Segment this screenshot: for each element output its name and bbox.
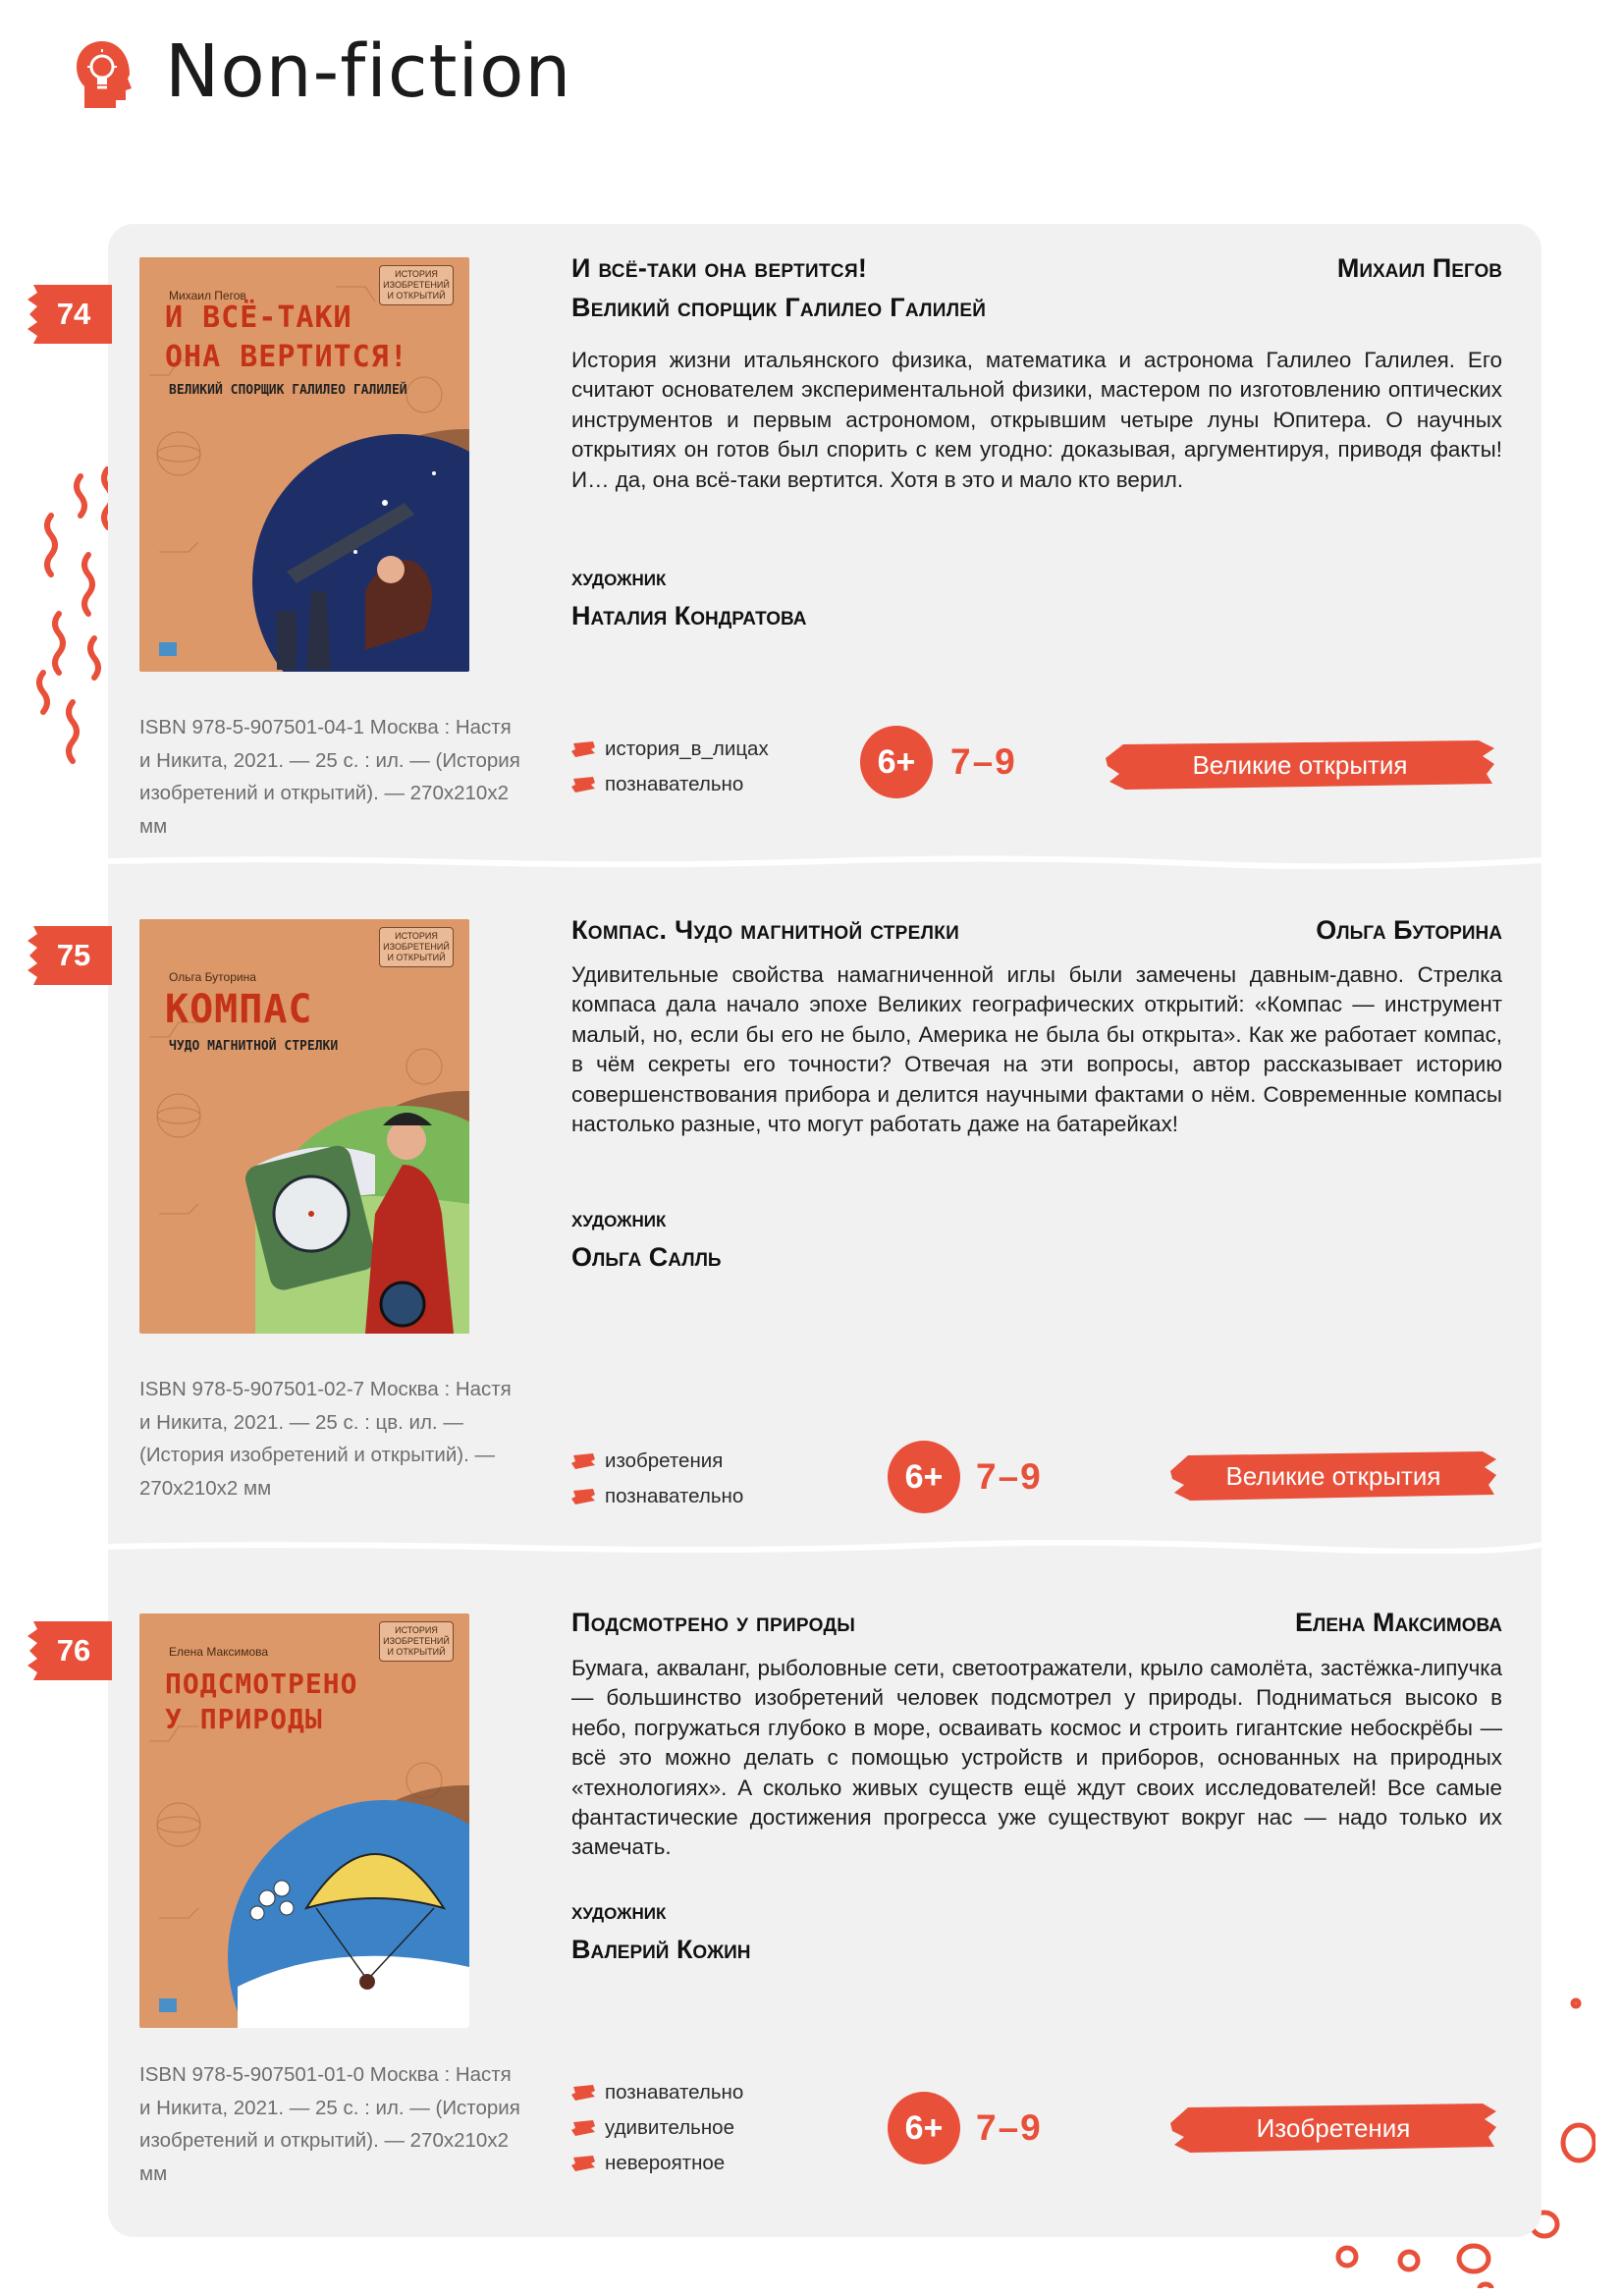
cover-subtitle: ЧУДО МАГНИТНОЙ СТРЕЛКИ (169, 1039, 339, 1054)
book-subtitle: Великий спорщик Галилео Галилей (571, 293, 987, 322)
brush-bullet-icon (571, 1453, 595, 1469)
book-description: Удивительные свойства намагниченной иглы были замечены давным-давно. Стрелка компаса дала начало эпохе Великих географических открытий: «Компас — инструмент малый, но, если бы его не было, Америка не была бы открыта». Как же работает компас, в чём секреты его точности? Отвечая на эти вопросы, автор рассказывает историю совершенствования прибора и делится научными фактами о нём. Современные компасы настолько разные, что могут работать даже на батарейках! (571, 962, 1502, 1137)
cover-title: У ПРИРОДЫ (165, 1703, 323, 1735)
book-meta: ISBN 978-5-907501-04-1 Москва : Настя и Никита, 2021. — 25 с. : ил. — (История изобретений и открытий). — 270х210х2 мм (139, 716, 520, 838)
tag-list (571, 2075, 743, 2181)
tag-label: удивительное (605, 2116, 734, 2139)
brush-bullet-icon (571, 741, 595, 757)
cover-author: Михаил Пегов (169, 289, 246, 302)
book-number: 74 (56, 297, 91, 331)
section-title: Non-fiction (165, 29, 572, 114)
brush-bullet-icon (571, 777, 595, 793)
wavy-separator (108, 855, 1542, 869)
tag-label: изобретения (605, 1449, 724, 1472)
tag-label: познавательно (605, 2081, 744, 2104)
tag-label: невероятное (605, 2152, 726, 2174)
book-description: История жизни итальянского физика, математика и астронома Галилео Галилея. Его считают основателем экспериментальной физики, мастером по изготовлению оптических инструментов и первым астрономом, открывшим четыре луны Юпитера. О научных открытиях он готов был спорить с кем угодно: доказывая, аргументируя, приводя факты! И… да, она всё-таки вертится. Хотя в это и мало кто верил. (571, 348, 1502, 492)
cover-title: ПОДСМОТРЕНО (165, 1667, 358, 1700)
age-range: 7–9 (976, 1456, 1043, 1497)
cover-title: ОНА ВЕРТИТСЯ! (165, 340, 408, 374)
book-number: 75 (56, 938, 91, 972)
series-tag[interactable]: Великие открытия (1192, 750, 1408, 780)
book-number: 76 (56, 1633, 91, 1667)
tag[interactable] (571, 1479, 743, 1514)
tag-list (571, 1444, 743, 1514)
tag-label: познавательно (605, 773, 744, 795)
tag[interactable] (571, 2146, 743, 2181)
tag[interactable] (571, 2075, 743, 2110)
cover-series: ИСТОРИЯ ИЗОБРЕТЕНИЙ И ОТКРЫТИЙ (379, 265, 454, 305)
tag[interactable] (571, 1444, 743, 1479)
brush-bullet-icon (571, 2120, 595, 2136)
age-rating-badge: 6+ (888, 1441, 960, 1513)
book-description: Бумага, акваланг, рыболовные сети, светоотражатели, крыло самолёта, застёжка-липучка — большинство изобретений человек подсмотрел у природы. Подниматься высоко в небо, погружаться глубоко в море, осваивать космос и строить гигантские небоскрёбы — всё это можно делать с помощью устройств и приборов, основанных на природных «технологиях». А сколько живых существ ещё ждут своих исследователей! Все самые фантастические достижения прогресса уже существуют вокруг нас — надо только их замечать. (571, 1656, 1502, 1860)
illustrator-name: Наталия Кондратова (571, 601, 807, 630)
tag-list (571, 732, 769, 802)
illustrator-label: художник (571, 565, 667, 591)
book-meta: ISBN 978-5-907501-01-0 Москва : Настя и Никита, 2021. — 25 с. : ил. — (История изобретений и открытий). — 270х210х2 мм (139, 2063, 520, 2185)
brush-bullet-icon (571, 2085, 595, 2101)
cover-series: ИСТОРИЯ ИЗОБРЕТЕНИЙ И ОТКРЫТИЙ (379, 927, 454, 967)
cover-title: И ВСЁ-ТАКИ (165, 301, 352, 335)
book-meta: ISBN 978-5-907501-02-7 Москва : Настя и Никита, 2021. — 25 с. : цв. ил. — (История изобретений и открытий). — 270х210х2 мм (139, 1378, 512, 1500)
brush-bullet-icon (571, 1489, 595, 1504)
illustrator-name: Ольга Салль (571, 1242, 722, 1272)
age-range: 7–9 (950, 741, 1017, 782)
illustrator-label: художник (571, 1206, 667, 1232)
tag[interactable] (571, 732, 769, 767)
cover-series: ИСТОРИЯ ИЗОБРЕТЕНИЙ И ОТКРЫТИЙ (379, 1621, 454, 1662)
book-title: Подсмотрено у природы (571, 1608, 856, 1637)
book-title: И всё-таки она вертится! (571, 253, 868, 283)
book-author: Елена Максимова (1295, 1608, 1502, 1637)
age-range: 7–9 (976, 2107, 1043, 2148)
cover-subtitle: ВЕЛИКИЙ СПОРЩИК ГАЛИЛЕО ГАЛИЛЕЙ (169, 383, 407, 398)
tag[interactable] (571, 767, 769, 802)
age-rating-badge: 6+ (888, 2092, 960, 2164)
illustrator-label: художник (571, 1898, 667, 1925)
book-cover[interactable] (139, 919, 469, 1334)
tag-label: познавательно (605, 1485, 744, 1507)
wavy-separator (108, 1540, 1542, 1554)
cover-author: Елена Максимова (169, 1645, 269, 1659)
lightbulb-head-icon (73, 39, 137, 110)
tag-label: история_в_лицах (605, 738, 769, 760)
age-rating-badge: 6+ (860, 726, 933, 798)
book-cover[interactable] (139, 1613, 469, 2028)
book-cover[interactable] (139, 257, 469, 672)
book-author: Михаил Пегов (1336, 253, 1502, 283)
brush-bullet-icon (571, 2156, 595, 2171)
cover-author: Ольга Буторина (169, 970, 256, 984)
illustrator-name: Валерий Кожин (571, 1935, 751, 1964)
book-title: Компас. Чудо магнитной стрелки (571, 915, 960, 945)
tag[interactable] (571, 2110, 743, 2146)
series-tag[interactable]: Великие открытия (1225, 1461, 1441, 1491)
cover-title: КОМПАС (165, 987, 313, 1032)
series-tag[interactable]: Изобретения (1256, 2113, 1411, 2143)
book-author: Ольга Буторина (1316, 915, 1502, 945)
